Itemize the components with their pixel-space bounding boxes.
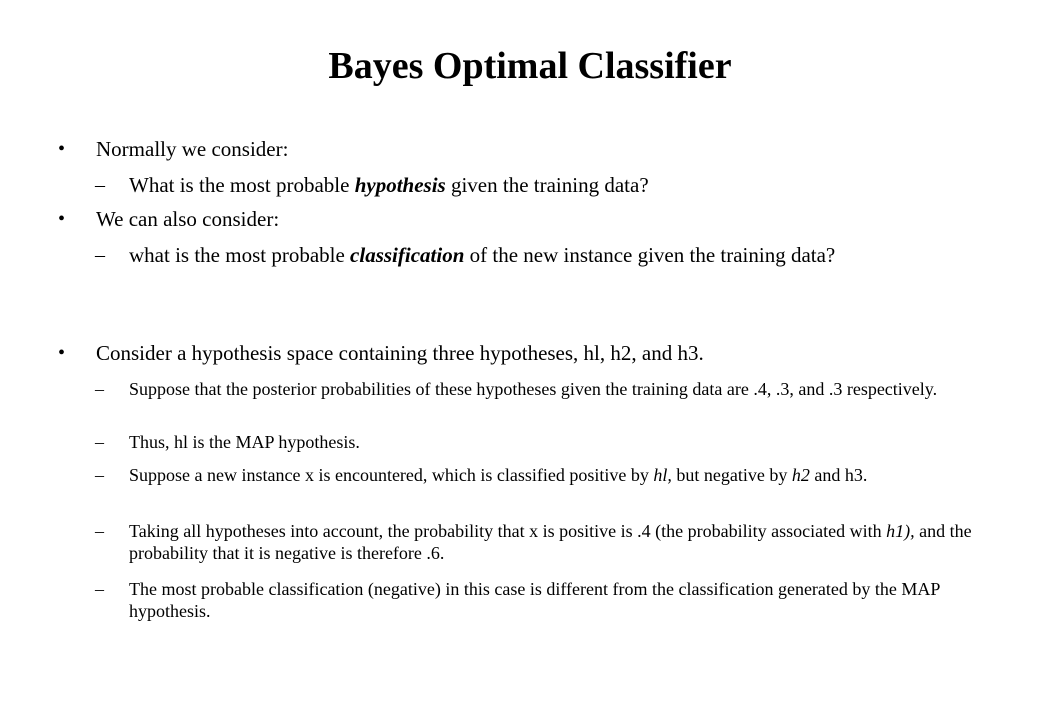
bullet-normally-consider: [58, 136, 998, 162]
dash-marker: –: [95, 244, 105, 266]
subbullet-all-hypotheses: [95, 520, 1015, 564]
bullet-text: Consider a hypothesis space containing three hypotheses, hl, h2, and h3.: [96, 341, 704, 365]
subbullet-text: Suppose a new instance x is encountered, which is classified positive by hl, but negative by h2 and h3.: [129, 465, 868, 485]
dash-marker: –: [95, 174, 105, 196]
dash-marker: –: [95, 379, 104, 399]
subbullet-text: Suppose that the posterior probabilities of these hypotheses given the training data are .4, .3, and .3 respectively.: [129, 379, 938, 399]
dash-marker: –: [95, 579, 104, 599]
emphasis-h1: h1),: [886, 521, 915, 541]
emphasis-classification: classification: [350, 243, 465, 267]
emphasis-hl: hl,: [653, 465, 672, 485]
subbullet-most-probable-hypothesis: [95, 172, 995, 198]
emphasis-hypothesis: hypothesis: [354, 173, 446, 197]
bullet-marker: •: [58, 342, 66, 364]
dash-marker: –: [95, 521, 104, 541]
subbullet-most-probable-classification: [95, 242, 975, 268]
dash-marker: –: [95, 432, 104, 452]
subbullet-map-hypothesis: [95, 431, 1015, 453]
subbullet-most-probable-negative: [95, 578, 1015, 622]
subbullet-posterior-probabilities: [95, 378, 1015, 400]
bullet-also-consider: [58, 206, 998, 232]
bullet-text: Normally we consider:: [96, 137, 289, 161]
subbullet-new-instance: [95, 464, 1015, 486]
slide-title: Bayes Optimal Classifier: [328, 45, 732, 87]
subbullet-text: The most probable classification (negative) in this case is different from the classification generated by the MAP hypothesis.: [129, 579, 940, 621]
bullet-hypothesis-space: [58, 340, 1018, 366]
subbullet-text: Thus, hl is the MAP hypothesis.: [129, 432, 360, 452]
dash-marker: –: [95, 465, 104, 485]
bullet-marker: •: [58, 208, 66, 230]
emphasis-h2: h2: [791, 465, 810, 485]
subbullet-text: what is the most probable classification of the new instance given the training data?: [129, 243, 836, 267]
subbullet-text: Taking all hypotheses into account, the probability that x is positive is .4 (the probability associated with h1), and the probability that it is negative is therefore .6.: [129, 521, 972, 563]
bullet-marker: •: [58, 138, 66, 160]
bullet-text: We can also consider:: [96, 207, 280, 231]
subbullet-text: What is the most probable hypothesis given the training data?: [129, 173, 649, 197]
